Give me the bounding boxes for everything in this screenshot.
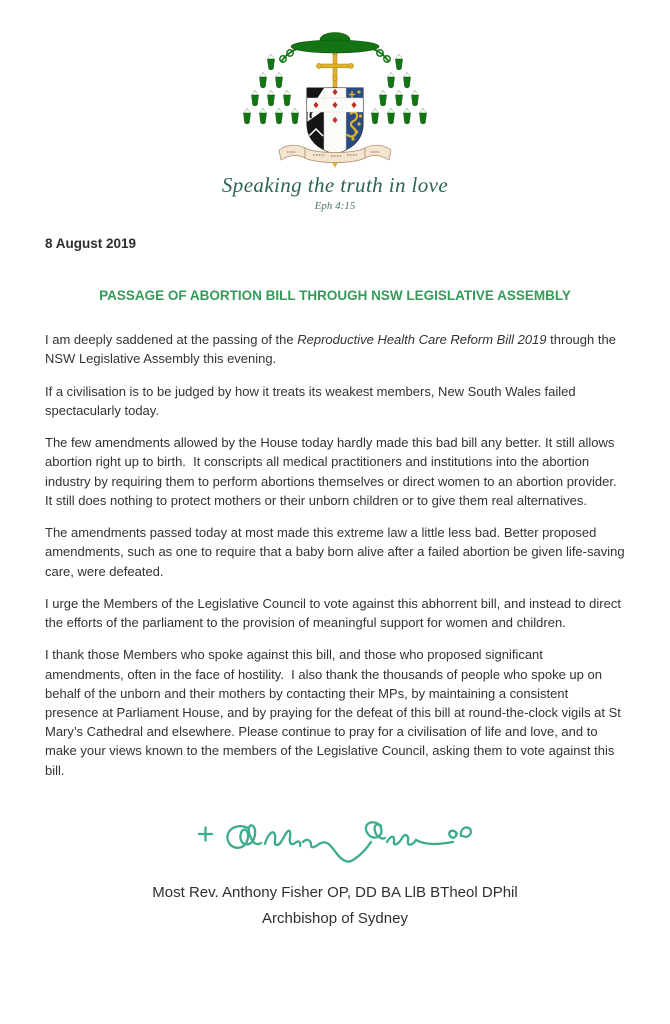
- archbishop-crest-icon: [243, 30, 427, 168]
- bill-name-italic: Reproductive Health Care Reform Bill 2019: [297, 332, 547, 348]
- signature-block: [45, 802, 625, 874]
- signatory-title: Archbishop of Sydney: [262, 909, 408, 927]
- paragraph-2: If a civilisation is to be judged by how it treats its weakest members, New South Wales failed spectacularly today.: [45, 383, 580, 418]
- paragraph-1-text: I am deeply saddened at the passing of the: [45, 332, 298, 348]
- signatory-name: Most Rev. Anthony Fisher OP, DD BA LlB BTheol DPhil: [152, 883, 518, 901]
- letter-date: 8 August 2019: [45, 236, 137, 252]
- paragraph-6: I thank those Members who spoke against this bill, and those who proposed significant amendments, often in the face of hostility. I also thank the thousands of people who spoke up on behalf of the unborn and their mothers by contacting their MPs, by maintaining a consistent presence at Parliament House, and by praying for the defeat of this bill at round-the-clock vigils at St Mary’s Cathedral and elsewhere. Please continue to pray for a civilisation of life and love, and to make your views known to the members of the Legislative Council, asking them to vote against this bill.: [45, 647, 625, 778]
- letterhead-motto-reference: Eph 4:15: [314, 200, 356, 213]
- letterhead-motto: Speaking the truth in love: [221, 173, 449, 197]
- signature-scrawl-icon: [185, 802, 485, 874]
- paragraph-5: I urge the Members of the Legislative Council to vote against this abhorrent bill, and instead to direct the efforts of the parliament to the provision of meaningful support for women and children.: [45, 595, 625, 631]
- letterhead: [45, 0, 625, 168]
- paragraph-1-text-end: through the NSW Legislative Assembly this evening.: [45, 332, 620, 367]
- paragraph-3: The few amendments allowed by the House today hardly made this bad bill any better. It still allows abortion right up to birth. It conscripts all medical practitioners and institutions into the abortion industry by requiring them to perform abortions themselves or direct women to an abortion provider. It still does nothing to protect mothers or their unborn children or to give them real alternatives.: [45, 435, 624, 508]
- paragraph-1: [45, 330, 625, 368]
- letter-title: PASSAGE OF ABORTION BILL THROUGH NSW LEGISLATIVE ASSEMBLY: [99, 288, 571, 304]
- paragraph-4: The amendments passed today at most made this extreme law a little less bad. Better proposed amendments, such as one to require that a baby born alive after a failed abortion be given life-saving care, were defeated.: [45, 525, 629, 579]
